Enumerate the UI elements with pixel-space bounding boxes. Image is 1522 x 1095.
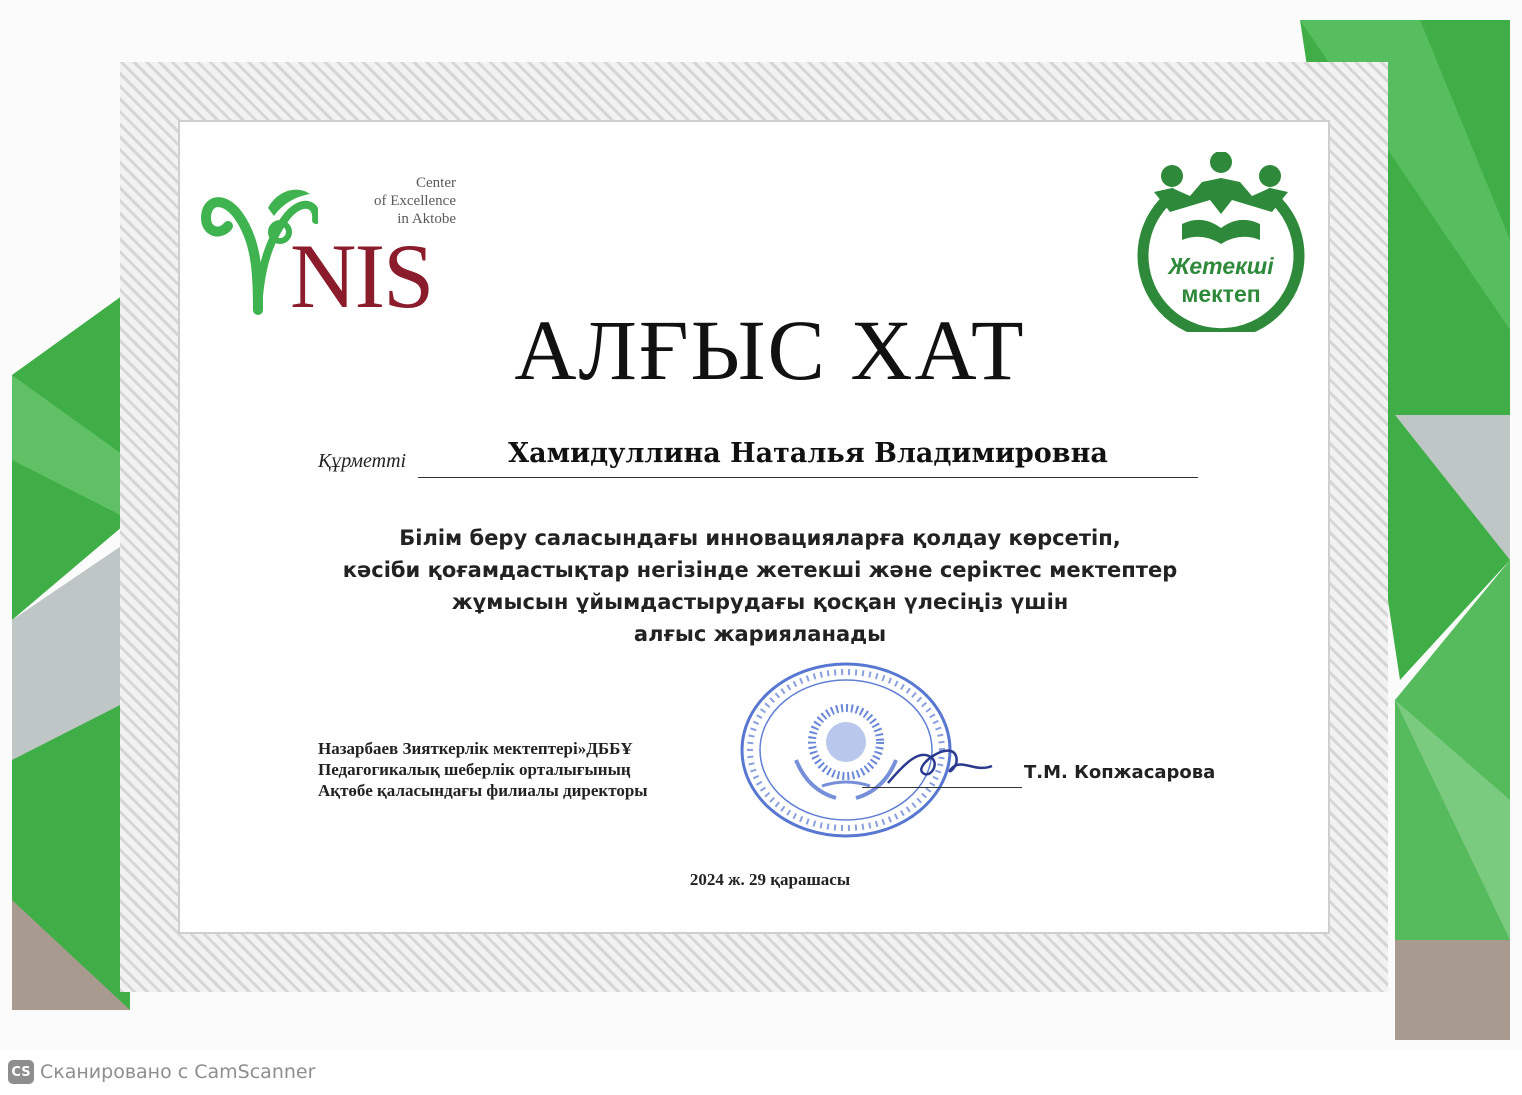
director-line: Ақтөбе қаласындағы филиалы директоры [318, 781, 648, 800]
director-title [318, 738, 648, 801]
body-line: Білім беру саласындағы инновацияларға қолдау көрсетіп, [399, 526, 1121, 550]
honor-label: Құрметті [318, 450, 407, 472]
director-line: Назарбаев Зияткерлік мектептері»ДББҰ [318, 739, 633, 758]
nis-subtitle-line: Center [416, 175, 456, 191]
body-line: кәсіби қоғамдастықтар негізінде жетекші және серіктес мектептер [342, 558, 1178, 582]
recipient-name: Хамидуллина Наталья Владимировна [508, 438, 1108, 469]
body-line: жұмысын ұйымдастырудағы қосқан үлесіңіз үшін [451, 590, 1069, 614]
nis-subtitle-line: in Aktobe [397, 211, 456, 227]
watermark-text: Сканировано с CamScanner [40, 1061, 316, 1083]
camscanner-icon: CS [8, 1060, 34, 1084]
body-text [300, 522, 1220, 650]
issue-date: 2024 ж. 29 қарашасы [689, 870, 851, 889]
body-line: алғыс жарияланады [633, 622, 887, 646]
nis-subtitle [374, 174, 456, 228]
nis-logo [198, 170, 468, 327]
signature-line [862, 787, 1022, 788]
director-line: Педагогикалық шеберлік орталығының [318, 760, 631, 779]
name-underline [418, 477, 1198, 478]
nis-subtitle-line: of Excellence [373, 193, 456, 209]
zhetekshi-label: Жетекші [1168, 253, 1274, 279]
signer-name: Т.М. Копжасарова [1024, 762, 1216, 783]
certificate-title: АЛҒЫС ХАТ [514, 302, 1026, 398]
mektep-label: мектеп [1181, 281, 1261, 307]
nis-wordmark: NIS [290, 225, 433, 327]
scanner-watermark [8, 1058, 315, 1086]
